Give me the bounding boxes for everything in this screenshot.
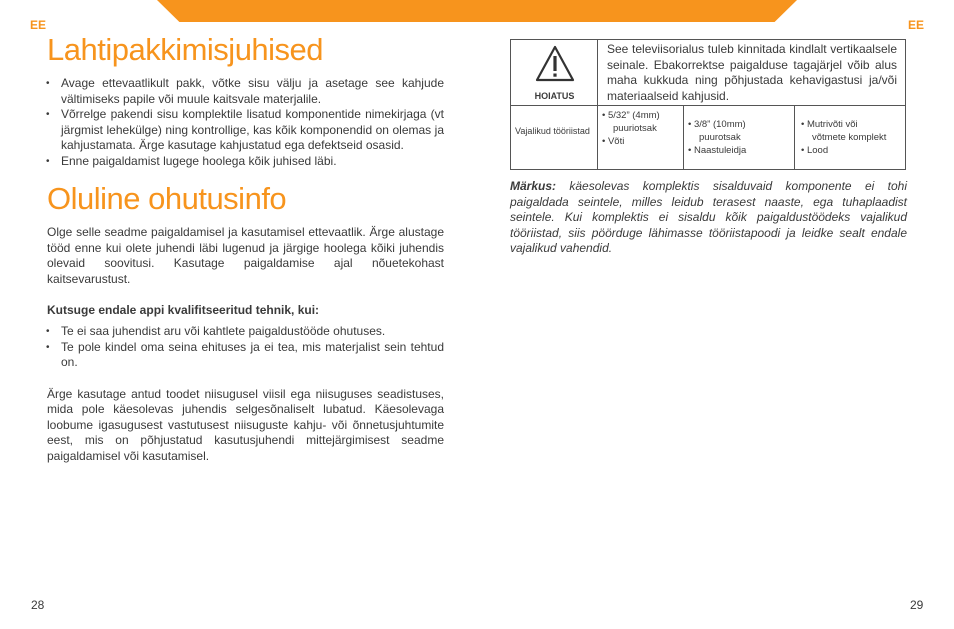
list-item: • Te pole kindel oma seina ehituses ja ei tea, mis materjalist sein tehtud on.: [47, 340, 444, 371]
warning-table: [510, 39, 906, 170]
note-label: Märkus:: [510, 179, 557, 193]
disclaimer-text: Ärge kasutage antud toodet niisugusel viisil ega niisuguses seadistuses, mida pole käesolevas juhendis selgesõnaliselt lubatud. Käesolevaga loobume igasugusest vastutusest niisuguste kahju- või õnnetusjuhtumite eest, mis on põhjustatud kasutusjuhendi mittejärgimisest seadme paigaldamisel või kasutamisel.: [47, 386, 444, 463]
language-code-left: EE: [30, 18, 47, 32]
language-code-right: EE: [908, 18, 925, 32]
list-item: • Avage ettevaatlikult pakk, võtke sisu välju ja asetage see kahjude vältimiseks papile või muule kaitsvale materjalile.: [47, 76, 444, 107]
header-accent-bar: [157, 0, 797, 22]
warning-label: HOIATUS: [534, 91, 575, 101]
left-column: [47, 30, 444, 464]
tool-cell-drill-stud-finder: • 3/8” (10mm) puurotsak • Naastuleidja: [684, 106, 795, 169]
note-text: käesolevas komplektis sisalduvaid komponente ei tohi paigaldada seintele, milles leidub terasest naaste, ega tuhaplaadist seintele. Kui komplektis ei sisaldu kõik paigaldustöödeks vajalikud tööriistad, siis pöörduge lähimasse tööriistapoodi ja leidke sealt endale vajalikud vahendid.: [510, 179, 907, 255]
page-number-left: 28: [31, 598, 45, 612]
warning-text: See televiisorialus tuleb kinnitada kindlalt vertikaalsele seinale. Ebakorrektse paigalduse tagajärjel võib alus maha kukkuda ning põhjustada kehavigastusi ja/või materiaalseid kahjusid.: [598, 40, 905, 106]
unpacking-title: Lahtipakkimisjuhised: [47, 32, 324, 67]
list-item: • Enne paigaldamist lugege hoolega kõik juhised läbi.: [47, 154, 444, 170]
call-technician-list: [47, 324, 444, 371]
tools-label: Vajalikud tööriistad: [511, 106, 598, 169]
list-item: • Te ei saa juhendist aru või kahtlete paigaldustööde ohutuses.: [47, 324, 444, 340]
note-paragraph: [510, 179, 907, 257]
call-technician-heading: Kutsuge endale appi kvalifitseeritud tehnik, kui:: [47, 303, 320, 317]
tool-cell-drill-bit: • 5/32” (4mm) puuriotsak • Võti: [598, 106, 684, 169]
safety-intro: Olge selle seadme paigaldamisel ja kasutamisel ettevaatlik. Ärge alustage tööd enne kui olete juhendi läbi lugenud ja järgige hoolega kõiki juhendis olevaid soovitusi. Kasutage paigaldamise ajal nõuetekohast kaitsevarustust.: [47, 225, 444, 286]
list-item: • Võrrelge pakendi sisu komplektile lisatud komponentide nimekirjaga (vt järgmist lehekülge) ning kontrollige, kas kõik komponendid on olemas ja kahjustamata. Ärge kasutage kahjustatud ega defektseid osasid.: [47, 107, 444, 154]
unpacking-list: [47, 76, 444, 169]
warning-triangle-icon: [535, 45, 575, 83]
page-number-right: 29: [910, 598, 924, 612]
safety-title: Oluline ohutusinfo: [47, 181, 287, 216]
warning-icon-cell: [511, 40, 598, 106]
tool-cell-wrench-level: • Mutrivõti või võtmete komplekt • Lood: [801, 119, 887, 156]
